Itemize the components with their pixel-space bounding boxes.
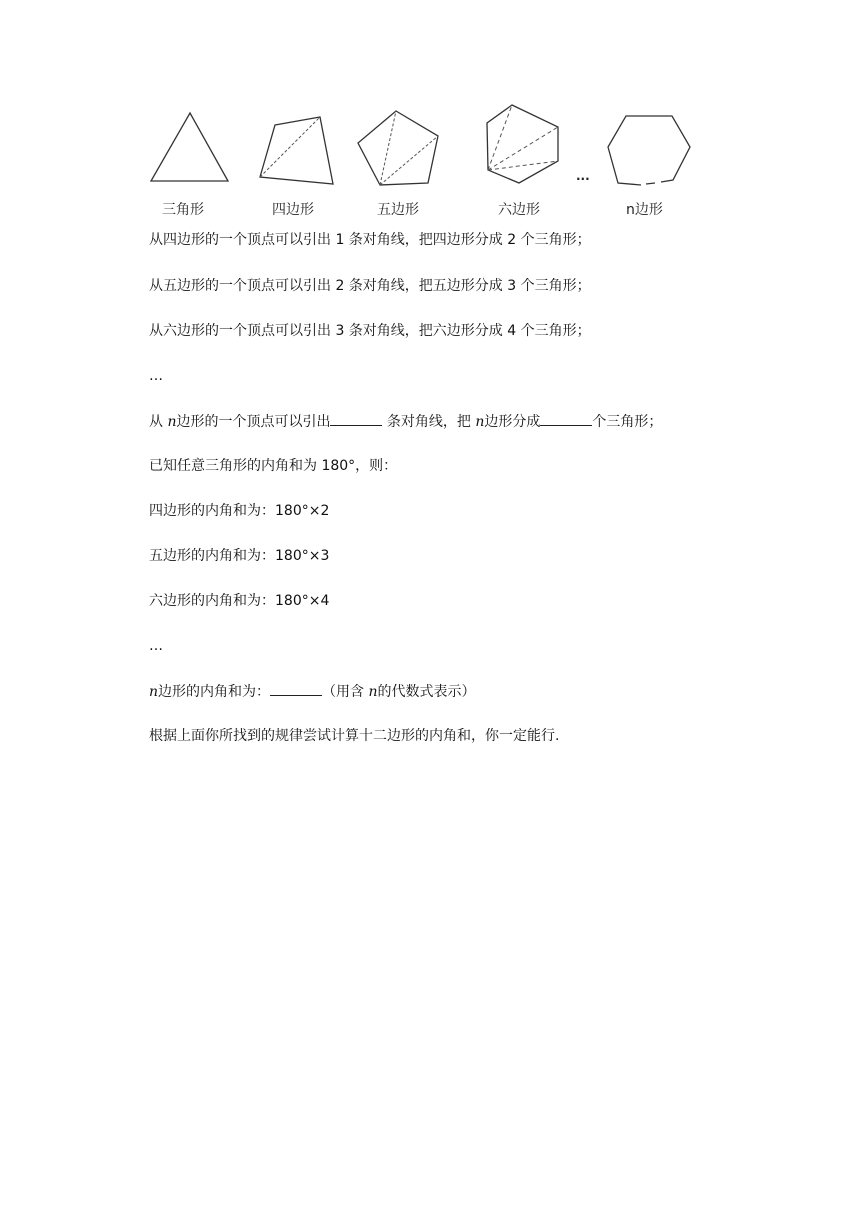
- line-pentagon-angle-sum: 五边形的内角和为：180°×3: [149, 548, 330, 564]
- variable-n: n: [368, 684, 378, 700]
- polygon-diagrams: [0, 0, 860, 225]
- pentagon-shape: [358, 111, 438, 185]
- hexagon-diagonal-2: [488, 127, 558, 170]
- hexagon-shape: [487, 105, 558, 183]
- text-segment: 条对角线，把: [382, 414, 476, 430]
- polygon-figure: [0, 0, 860, 225]
- answer-blank-diagonals[interactable]: [330, 411, 382, 426]
- line-n-gon-question: [149, 411, 662, 432]
- text-segment: 边形的一个顶点可以引出: [176, 414, 331, 430]
- triangle-shape: [151, 113, 228, 181]
- answer-blank-angle-sum[interactable]: [270, 681, 322, 696]
- label-hexagon: 六边形: [498, 202, 540, 218]
- text-segment: 个三角形；: [592, 414, 663, 430]
- line-quadrilateral-diagonals: 从四边形的一个顶点可以引出 1 条对角线，把四边形分成 2 个三角形；: [149, 232, 591, 248]
- variable-n: n: [167, 414, 177, 430]
- label-triangle: 三角形: [162, 202, 204, 218]
- line-hexagon-angle-sum: 六边形的内角和为：180°×4: [149, 593, 330, 609]
- label-quadrilateral: 四边形: [272, 202, 314, 218]
- variable-n: n: [149, 684, 159, 700]
- line-pentagon-diagonals: 从五边形的一个顶点可以引出 2 条对角线，把五边形分成 3 个三角形；: [149, 278, 591, 294]
- answer-blank-triangles[interactable]: [540, 411, 592, 426]
- ellipsis-line-2: …: [149, 638, 163, 654]
- ellipsis-line-1: …: [149, 368, 163, 384]
- line-twelve-gon-task: 根据上面你所找到的规律尝试计算十二边形的内角和，你一定能行.: [149, 728, 560, 744]
- n-gon-shape: [608, 116, 690, 185]
- text-segment: 边形的内角和为：: [158, 684, 271, 700]
- label-n-gon-text: 边形: [634, 202, 663, 218]
- hexagon-diagonal-1: [488, 105, 512, 170]
- text-segment: 边形分成: [484, 414, 541, 430]
- text-segment: 的代数式表示）: [377, 684, 476, 700]
- line-hexagon-diagonals: 从六边形的一个顶点可以引出 3 条对角线，把六边形分成 4 个三角形；: [149, 323, 591, 339]
- n-gon-gap-dash: [646, 183, 655, 184]
- label-n-gon: [626, 199, 663, 219]
- text-segment: 从: [149, 414, 168, 430]
- label-pentagon: 五边形: [377, 202, 419, 218]
- ellipsis-dots: ···: [576, 172, 590, 186]
- text-segment: （用含: [322, 684, 369, 700]
- label-n-letter: n: [626, 202, 635, 218]
- line-quadrilateral-angle-sum: 四边形的内角和为：180°×2: [149, 503, 330, 519]
- line-n-gon-angle-sum: [149, 681, 476, 702]
- line-triangle-angle-sum: 已知任意三角形的内角和为 180°，则：: [149, 458, 398, 474]
- hexagon-diagonal-3: [488, 161, 558, 170]
- variable-n: n: [475, 414, 485, 430]
- quadrilateral-shape: [260, 117, 333, 184]
